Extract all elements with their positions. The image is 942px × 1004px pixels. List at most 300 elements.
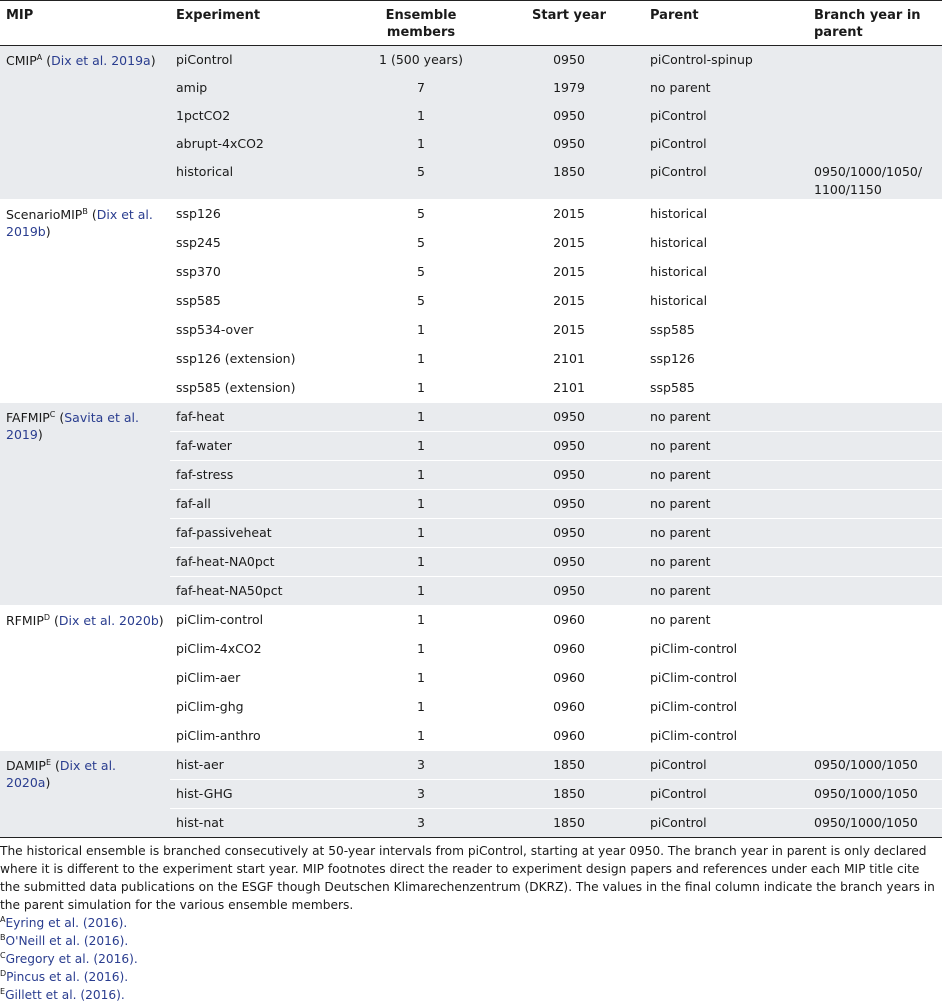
start-year-cell-text: 0950 (553, 583, 585, 598)
header-branch-line2: parent (814, 25, 863, 40)
ensemble-members-cell (348, 780, 494, 809)
start-year-cell (494, 316, 644, 345)
parent-cell (644, 548, 808, 577)
branch-year-cell (808, 258, 942, 287)
parent-cell-text: piClim-control (650, 699, 738, 714)
start-year-cell (494, 130, 644, 158)
header-experiment-label: Experiment (176, 8, 261, 23)
parent-cell-text: no parent (650, 554, 711, 569)
ensemble-members-cell-text: 1 (417, 467, 425, 482)
ensemble-members-cell (348, 635, 494, 664)
ensemble-members-cell-text: 5 (417, 164, 425, 179)
start-year-cell (494, 809, 644, 838)
parent-cell (644, 577, 808, 606)
parent-cell-text: no parent (650, 496, 711, 511)
mip-group-fafmip (0, 403, 942, 606)
start-year-cell (494, 461, 644, 490)
cite-paren-open: ( (50, 613, 59, 628)
branch-year-cell-text (814, 490, 936, 495)
footnote (0, 968, 942, 986)
branch-year-cell (808, 158, 942, 200)
experiment-cell (170, 577, 348, 606)
experiment-cell (170, 74, 348, 102)
parent-cell (644, 46, 808, 75)
branch-year-cell (808, 287, 942, 316)
parent-cell (644, 461, 808, 490)
experiment-cell-text: historical (176, 164, 234, 179)
cite-paren-open: ( (55, 410, 65, 425)
start-year-cell (494, 577, 644, 606)
branch-year-cell (808, 461, 942, 490)
ensemble-members-cell-text: 1 (417, 728, 425, 743)
branch-year-cell-text: 0950/1000/1050 (814, 757, 918, 772)
ensemble-members-cell (348, 158, 494, 200)
branch-year-cell-text (814, 635, 936, 640)
ensemble-members-cell-text: 1 (417, 108, 425, 123)
start-year-cell-text: 1850 (553, 164, 585, 179)
parent-cell (644, 780, 808, 809)
start-year-cell-text: 2015 (553, 264, 585, 279)
branch-year-cell-text (814, 316, 936, 321)
ensemble-members-cell-text: 1 (417, 641, 425, 656)
start-year-cell (494, 635, 644, 664)
mip-group-rfmip (0, 606, 942, 751)
experiment-cell (170, 46, 348, 75)
parent-cell (644, 809, 808, 838)
header-parent (644, 1, 808, 46)
start-year-cell (494, 229, 644, 258)
header-start-year (494, 1, 644, 46)
branch-year-cell-text (814, 722, 936, 727)
experiment-cell-text: ssp585 (176, 293, 221, 308)
parent-cell-text: piClim-control (650, 670, 738, 685)
parent-cell-text: piControl (650, 164, 707, 179)
cite-paren-close: ) (150, 53, 156, 68)
start-year-cell-text: 0950 (553, 496, 585, 511)
ensemble-members-cell-text: 5 (417, 235, 425, 250)
start-year-cell (494, 432, 644, 461)
ensemble-members-cell-text: 5 (417, 264, 425, 279)
parent-cell-text: piControl (650, 757, 707, 772)
ensemble-members-cell-text: 3 (417, 757, 425, 772)
parent-cell-text: piControl (650, 108, 707, 123)
ensemble-members-cell-text: 1 (417, 525, 425, 540)
mip-name: RFMIP (6, 613, 44, 628)
experiment-cell (170, 258, 348, 287)
footnotes (0, 914, 942, 1004)
parent-cell (644, 519, 808, 548)
parent-cell-text: piControl (650, 136, 707, 151)
ensemble-members-cell (348, 229, 494, 258)
branch-year-cell (808, 432, 942, 461)
experiment-cell-text: ssp126 (176, 206, 221, 221)
branch-year-cell-text: 0950/1000/1050/ 1100/1150 (814, 164, 923, 197)
experiment-cell-text: amip (176, 80, 208, 95)
experiment-cell-text: piClim-4xCO2 (176, 641, 262, 656)
ensemble-members-cell (348, 316, 494, 345)
experiment-cell (170, 130, 348, 158)
experiment-cell-text: ssp585 (extension) (176, 380, 296, 395)
branch-year-cell (808, 577, 942, 606)
ensemble-members-cell-text: 1 (417, 322, 425, 337)
start-year-cell-text: 0950 (553, 467, 585, 482)
start-year-cell (494, 374, 644, 403)
parent-cell-text: historical (650, 235, 708, 250)
footnote-mark: B (82, 206, 88, 216)
start-year-cell-text: 1850 (553, 757, 585, 772)
experiment-cell-text: ssp534-over (176, 322, 254, 337)
mip-cell (0, 403, 170, 606)
parent-cell (644, 130, 808, 158)
experiment-cell-text: piClim-anthro (176, 728, 261, 743)
ensemble-members-cell (348, 345, 494, 374)
parent-cell-text: historical (650, 293, 708, 308)
parent-cell (644, 635, 808, 664)
parent-cell (644, 722, 808, 751)
branch-year-cell (808, 74, 942, 102)
ensemble-members-cell-text: 1 (417, 612, 425, 627)
parent-cell (644, 158, 808, 200)
branch-year-cell-text (814, 258, 936, 263)
ensemble-members-cell (348, 548, 494, 577)
branch-year-cell-text (814, 74, 936, 79)
footnote-mark: B (0, 932, 6, 942)
start-year-cell (494, 722, 644, 751)
header-mip (0, 1, 170, 46)
start-year-cell (494, 345, 644, 374)
footnote-mark: E (0, 986, 6, 996)
start-year-cell (494, 287, 644, 316)
experiment-cell (170, 200, 348, 229)
start-year-cell-text: 1850 (553, 815, 585, 830)
header-start-year-label: Start year (532, 8, 606, 23)
parent-cell (644, 345, 808, 374)
table-header (0, 1, 942, 46)
experiment-cell (170, 519, 348, 548)
start-year-cell-text: 2015 (553, 235, 585, 250)
header-parent-label: Parent (650, 8, 699, 23)
branch-year-cell-text (814, 664, 936, 669)
ensemble-members-cell-text: 1 (500 years) (379, 52, 463, 67)
start-year-cell-text: 0950 (553, 438, 585, 453)
start-year-cell (494, 403, 644, 432)
start-year-cell-text: 2015 (553, 322, 585, 337)
experiment-cell (170, 548, 348, 577)
branch-year-cell-text (814, 432, 936, 437)
parent-cell (644, 374, 808, 403)
footnote-mark: A (36, 52, 43, 62)
cite-paren-close: ) (45, 775, 51, 790)
branch-year-cell (808, 46, 942, 75)
experiment-cell-text: faf-passiveheat (176, 525, 272, 540)
mip-group-damip (0, 751, 942, 838)
experiment-cell (170, 461, 348, 490)
mip-group-scenariomip (0, 200, 942, 403)
citation-link[interactable]: Dix et al. 2019b (6, 207, 153, 239)
branch-year-cell (808, 345, 942, 374)
start-year-cell-text: 2015 (553, 293, 585, 308)
branch-year-cell (808, 809, 942, 838)
ensemble-members-cell (348, 577, 494, 606)
experiment-cell-text: ssp245 (176, 235, 221, 250)
mip-name: CMIP (6, 53, 37, 68)
start-year-cell (494, 548, 644, 577)
footnote-reference-link[interactable]: Gillett et al. (2016). (5, 988, 125, 1002)
branch-year-cell (808, 403, 942, 432)
mip-cell (0, 751, 170, 838)
parent-cell (644, 751, 808, 780)
ensemble-members-cell-text: 1 (417, 351, 425, 366)
branch-year-cell (808, 664, 942, 693)
experiment-cell (170, 664, 348, 693)
parent-cell (644, 403, 808, 432)
mip-name: DAMIP (6, 758, 46, 773)
start-year-cell-text: 1979 (553, 80, 585, 95)
footnote (0, 932, 942, 950)
mip-group-cmip (0, 46, 942, 200)
branch-year-cell (808, 722, 942, 751)
footnote (0, 950, 942, 968)
parent-cell-text: no parent (650, 525, 711, 540)
branch-year-cell-text (814, 548, 936, 553)
parent-cell (644, 606, 808, 635)
branch-year-cell-text: 0950/1000/1050 (814, 815, 918, 830)
experiment-cell-text: ssp126 (extension) (176, 351, 296, 366)
ensemble-members-cell (348, 374, 494, 403)
experiment-cell (170, 751, 348, 780)
ensemble-members-cell-text: 3 (417, 815, 425, 830)
experiment-cell (170, 722, 348, 751)
ensemble-members-cell (348, 693, 494, 722)
parent-cell-text: historical (650, 264, 708, 279)
start-year-cell-text: 0950 (553, 136, 585, 151)
ensemble-members-cell-text: 7 (417, 80, 425, 95)
ensemble-members-cell-text: 1 (417, 583, 425, 598)
footnote-reference-link[interactable]: O'Neill et al. (2016). (5, 934, 129, 948)
ensemble-members-cell-text: 3 (417, 786, 425, 801)
header-ensemble-line1: Ensemble (385, 8, 457, 23)
branch-year-cell-text: 0950/1000/1050 (814, 786, 918, 801)
start-year-cell-text: 0960 (553, 728, 585, 743)
branch-year-cell (808, 200, 942, 229)
cite-paren-open: ( (42, 53, 52, 68)
branch-year-cell-text (814, 606, 936, 611)
experiment-cell (170, 158, 348, 200)
cite-paren-close: ) (37, 427, 43, 442)
start-year-cell (494, 693, 644, 722)
footnote (0, 986, 942, 1004)
mip-name: FAFMIP (6, 410, 50, 425)
ensemble-members-cell (348, 74, 494, 102)
branch-year-cell-text (814, 577, 936, 582)
ensemble-members-cell (348, 751, 494, 780)
parent-cell (644, 200, 808, 229)
experiment-cell (170, 490, 348, 519)
parent-cell (644, 490, 808, 519)
ensemble-members-cell-text: 5 (417, 206, 425, 221)
ensemble-members-cell (348, 200, 494, 229)
experiment-cell (170, 316, 348, 345)
branch-year-cell (808, 519, 942, 548)
citation-link[interactable]: Dix et al. 2020a (6, 758, 117, 790)
table-row (0, 200, 942, 229)
parent-cell-text: no parent (650, 438, 711, 453)
start-year-cell-text: 0950 (553, 108, 585, 123)
start-year-cell-text: 2101 (553, 380, 585, 395)
branch-year-cell-text (814, 102, 936, 107)
experiment-cell-text: 1pctCO2 (176, 108, 231, 123)
ensemble-members-cell-text: 1 (417, 409, 425, 424)
table-note (0, 838, 942, 1004)
ensemble-members-cell-text: 1 (417, 380, 425, 395)
start-year-cell-text: 0960 (553, 699, 585, 714)
ensemble-members-cell (348, 46, 494, 75)
branch-year-cell (808, 751, 942, 780)
start-year-cell (494, 46, 644, 75)
branch-year-cell (808, 780, 942, 809)
cite-paren-close: ) (45, 224, 51, 239)
experiment-cell-text: faf-stress (176, 467, 234, 482)
ensemble-members-cell (348, 722, 494, 751)
mip-cell (0, 200, 170, 403)
branch-year-cell-text (814, 403, 936, 408)
ensemble-members-cell (348, 102, 494, 130)
citation-link[interactable]: Dix et al. 2019a (51, 53, 151, 68)
cite-paren-close: ) (158, 613, 164, 628)
branch-year-cell-text (814, 287, 936, 292)
table-row (0, 606, 942, 635)
footnote-reference-link[interactable]: Gregory et al. (2016). (5, 952, 138, 966)
parent-cell (644, 693, 808, 722)
start-year-cell-text: 0960 (553, 670, 585, 685)
parent-cell-text: ssp585 (650, 322, 695, 337)
start-year-cell-text: 1850 (553, 786, 585, 801)
start-year-cell-text: 0950 (553, 525, 585, 540)
parent-cell-text: no parent (650, 612, 711, 627)
parent-cell-text: ssp585 (650, 380, 695, 395)
ensemble-members-cell (348, 519, 494, 548)
experiment-cell-text: abrupt-4xCO2 (176, 136, 264, 151)
footnote-mark: A (0, 914, 6, 924)
header-branch-year (808, 1, 942, 46)
start-year-cell-text: 2015 (553, 206, 585, 221)
experiment-cell (170, 809, 348, 838)
branch-year-cell (808, 102, 942, 130)
branch-year-cell-text (814, 374, 936, 379)
parent-cell (644, 287, 808, 316)
header-branch-line1: Branch year in (814, 8, 921, 23)
ensemble-members-cell (348, 130, 494, 158)
citation-link[interactable]: Savita et al. 2019 (6, 410, 139, 442)
experiment-cell (170, 780, 348, 809)
parent-cell-text: historical (650, 206, 708, 221)
experiment-cell-text: faf-heat-NA0pct (176, 554, 275, 569)
experiment-cell-text: piControl (176, 52, 233, 67)
footnote (0, 914, 942, 932)
ensemble-members-cell (348, 403, 494, 432)
parent-cell (644, 102, 808, 130)
start-year-cell (494, 664, 644, 693)
branch-year-cell (808, 229, 942, 258)
parent-cell-text: piControl (650, 815, 707, 830)
header-mip-label: MIP (6, 8, 34, 23)
ensemble-members-cell-text: 1 (417, 496, 425, 511)
start-year-cell (494, 751, 644, 780)
ensemble-members-cell (348, 606, 494, 635)
parent-cell (644, 432, 808, 461)
experiment-cell-text: faf-all (176, 496, 211, 511)
parent-cell-text: no parent (650, 409, 711, 424)
parent-cell (644, 664, 808, 693)
experiment-cell-text: faf-heat (176, 409, 225, 424)
branch-year-cell-text (814, 46, 936, 51)
branch-year-cell (808, 316, 942, 345)
footnote-reference-link[interactable]: Pincus et al. (2016). (6, 970, 129, 984)
start-year-cell (494, 102, 644, 130)
ensemble-members-cell-text: 1 (417, 699, 425, 714)
experiment-cell (170, 102, 348, 130)
parent-cell (644, 258, 808, 287)
ensemble-members-cell (348, 287, 494, 316)
parent-cell-text: ssp126 (650, 351, 695, 366)
mip-cell (0, 606, 170, 751)
citation-link[interactable]: Dix et al. 2020b (58, 613, 159, 628)
parent-cell-text: piControl (650, 786, 707, 801)
header-experiment (170, 1, 348, 46)
table-note-text: The historical ensemble is branched consecutively at 50-year intervals from piControl, starting at year 0950. The branch year in parent is only declared where it is different to the experiment start year. MIP footnotes direct the reader to experiment design papers and references under each MIP title cite the submitted data publications on the ESGF though Deutschen Klimarechenzentrum (DKRZ). The values in the final column indicate the branch years in the parent simulation for the various ensemble members. (0, 844, 935, 912)
header-ensemble-members (348, 1, 494, 46)
footnote-mark: E (45, 757, 52, 767)
header-ensemble-line2: members (386, 25, 456, 40)
branch-year-cell (808, 606, 942, 635)
footnote-mark: D (43, 612, 51, 622)
start-year-cell (494, 780, 644, 809)
cite-paren-open: ( (87, 207, 97, 222)
ensemble-members-cell (348, 664, 494, 693)
footnote-mark: D (0, 968, 7, 978)
experiment-cell-text: piClim-ghg (176, 699, 244, 714)
start-year-cell (494, 74, 644, 102)
parent-cell (644, 229, 808, 258)
experiment-cell-text: faf-water (176, 438, 232, 453)
parent-cell-text: no parent (650, 80, 711, 95)
experiment-cell (170, 345, 348, 374)
experiment-cell (170, 606, 348, 635)
experiment-cell (170, 403, 348, 432)
experiment-cell-text: ssp370 (176, 264, 221, 279)
start-year-cell (494, 158, 644, 200)
parent-cell-text: no parent (650, 467, 711, 482)
footnote-mark: C (49, 409, 56, 419)
ensemble-members-cell-text: 1 (417, 670, 425, 685)
experiment-cell-text: hist-aer (176, 757, 224, 772)
parent-cell-text: piControl-spinup (650, 52, 753, 67)
parent-cell (644, 316, 808, 345)
start-year-cell (494, 519, 644, 548)
branch-year-cell-text (814, 345, 936, 350)
table-row (0, 403, 942, 432)
parent-cell-text: piClim-control (650, 728, 738, 743)
start-year-cell-text: 2101 (553, 351, 585, 366)
ensemble-members-cell (348, 490, 494, 519)
ensemble-members-cell-text: 1 (417, 438, 425, 453)
experiment-cell-text: hist-GHG (176, 786, 233, 801)
ensemble-members-cell (348, 809, 494, 838)
footnote-reference-link[interactable]: Eyring et al. (2016). (5, 916, 128, 930)
experiment-cell (170, 693, 348, 722)
table-row (0, 46, 942, 75)
branch-year-cell-text (814, 200, 936, 205)
